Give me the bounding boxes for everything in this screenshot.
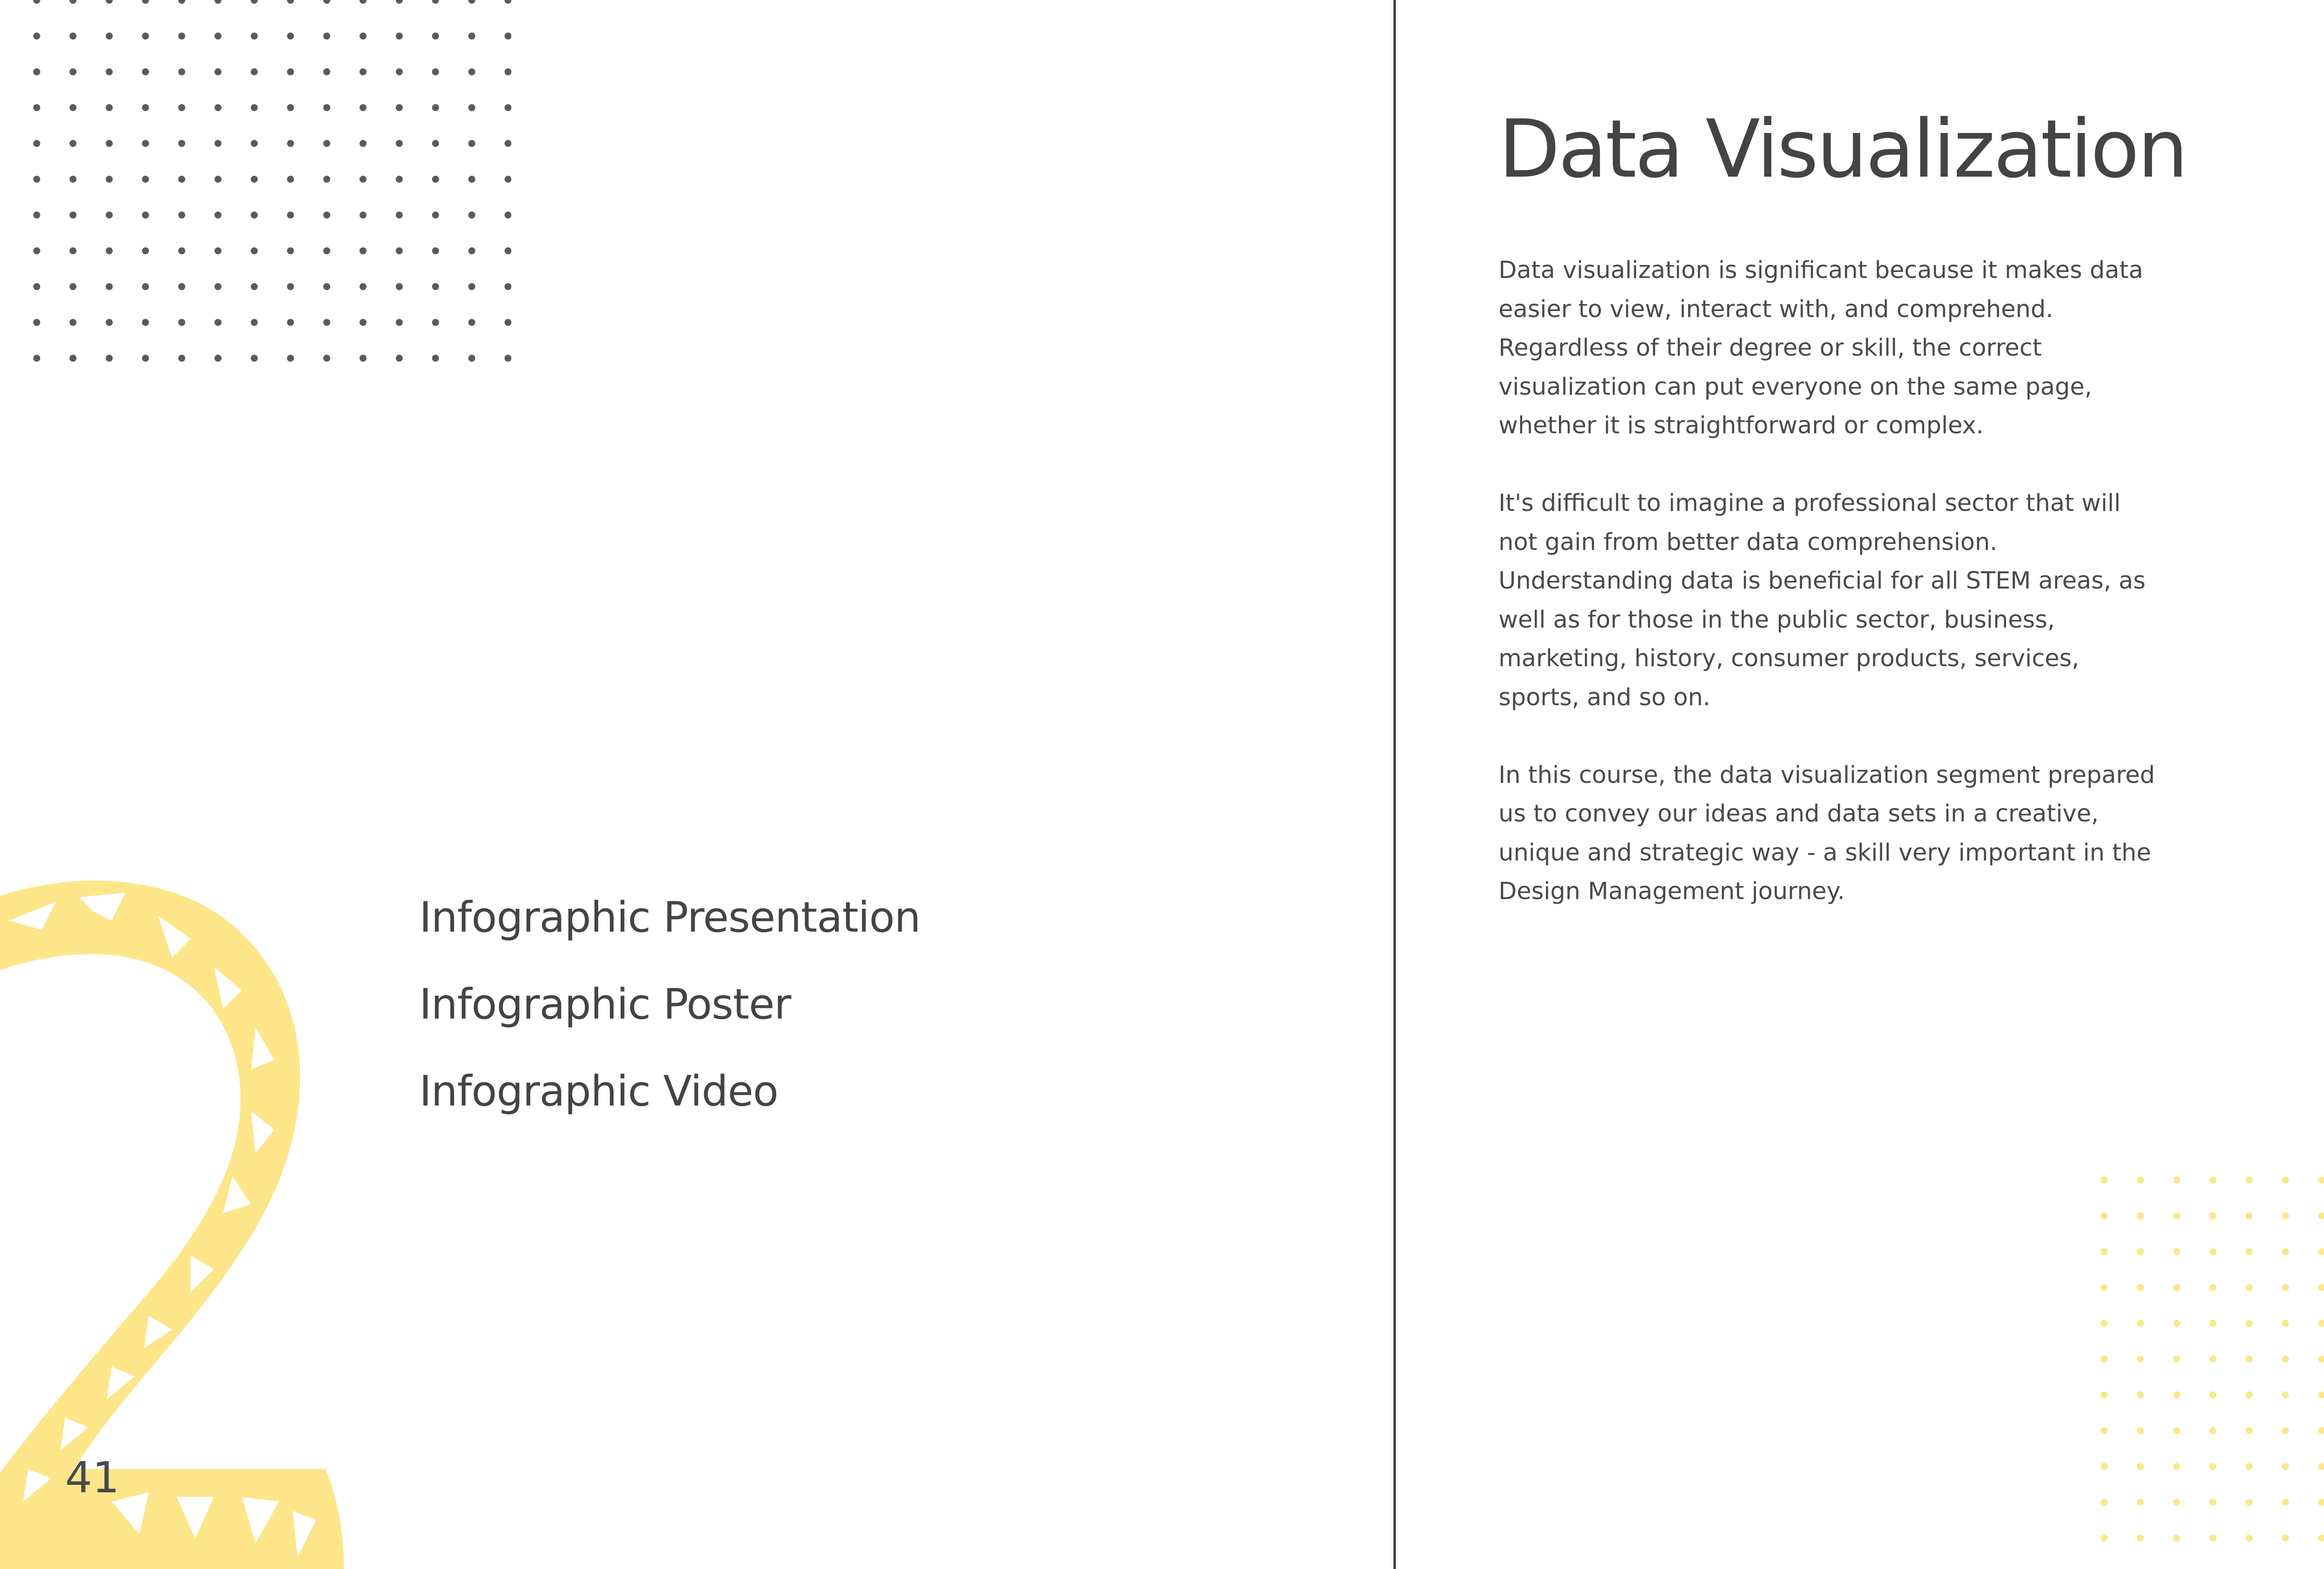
dot-pattern-dark [19,0,511,367]
dot-pattern-yellow [2086,1162,2324,1569]
right-page [1396,0,2324,1569]
topic-item: Infographic Poster [419,980,791,1029]
topic-item: Infographic Video [419,1067,779,1116]
topic-item: Infographic Presentation [419,893,921,942]
body-text [1499,251,2159,950]
page-spine-divider [1393,0,1396,1569]
paragraph: Data visualization is significant because it makes data easier to view, interact with, and comprehend. Regardless of their degree or skill, the correct visualization can put everyone on the same page, whether it is straightforward or complex. [1499,257,2143,439]
page-title: Data Visualization [1499,102,2186,196]
infographic-topic-list [419,874,920,1135]
numeral-two-decoration [0,851,372,1569]
paragraph: In this course, the data visualization segment prepared us to convey our ideas and data sets in a creative, unique and strategic way - a skill very important in the Design Management journey. [1499,761,2155,905]
page-number-left: 41 [65,1453,120,1503]
paragraph: It's difficult to imagine a professional sector that will not gain from better data comprehension. Understanding data is beneficial for all STEM areas, as well as for those in the public sector, business, marketing, history, consumer products, services, sports, and so on. [1499,490,2146,711]
